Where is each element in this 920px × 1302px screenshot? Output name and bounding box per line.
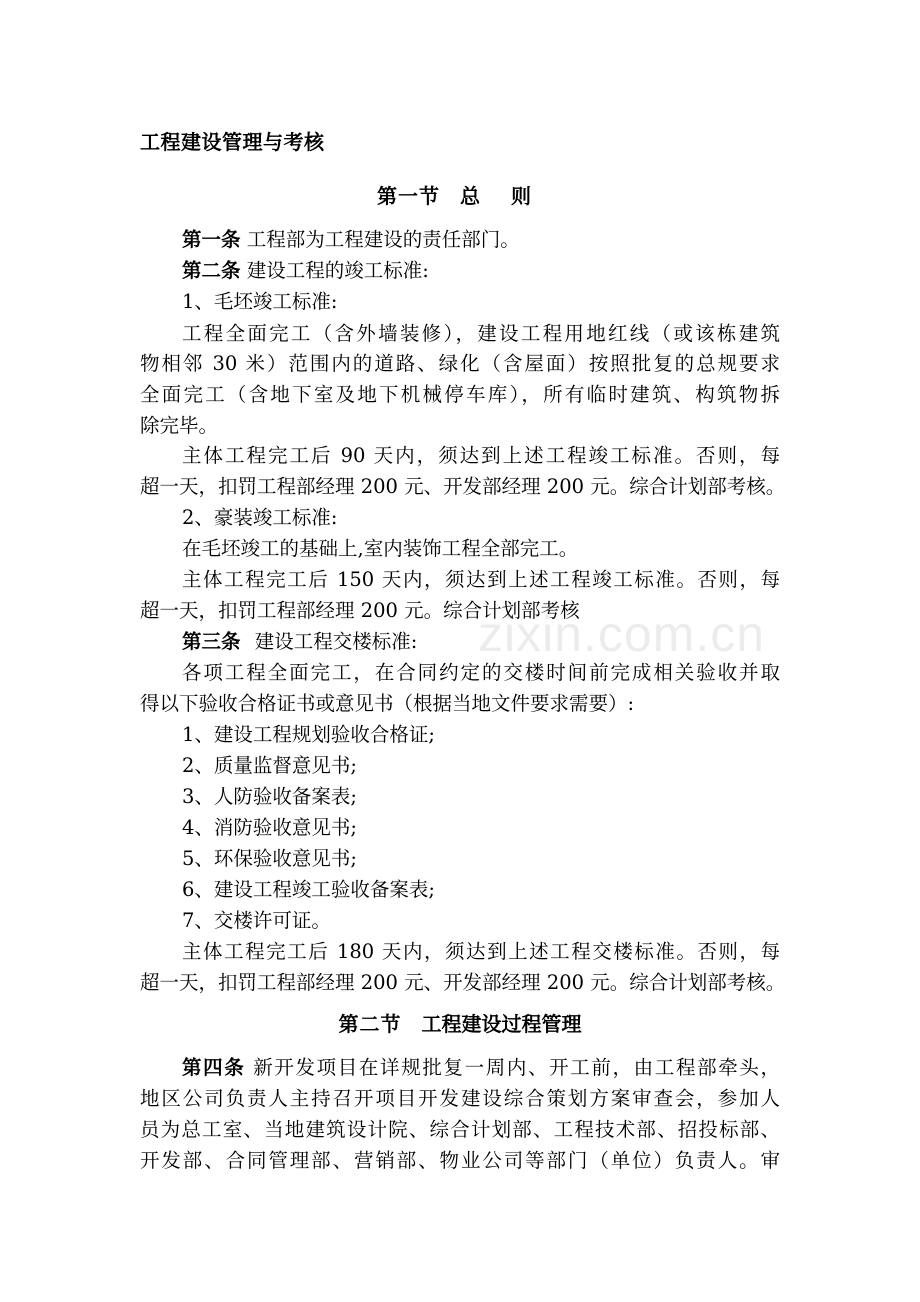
section-name: 工程建设过程管理 (421, 1012, 582, 1036)
article-label: 第三条 (182, 630, 241, 653)
document-title: 工程建设管理与考核 (140, 130, 325, 154)
list-item: 2、质量监督意见书; (182, 754, 357, 777)
section-heading-1 (0, 181, 920, 211)
list-item: 5、环保验收意见书; (182, 847, 357, 870)
paragraph-line: 工程全面完工（含外墙装修），建设工程用地红线（或该栋建筑 (182, 322, 780, 345)
list-item: 3、人防验收备案表; (182, 785, 357, 808)
standard-title: 1、毛坯竣工标准: (182, 290, 338, 313)
paragraph-line: 除完毕。 (140, 414, 219, 437)
article-text: 工程部为工程建设的责任部门。 (246, 228, 520, 251)
list-item: 6、建设工程竣工验收备案表; (182, 878, 435, 901)
standard-title: 2、豪装竣工标准: (182, 506, 338, 529)
article-label: 第四条 (182, 1056, 246, 1079)
article-text: 建设工程的竣工标准: (246, 259, 429, 282)
article-1 (182, 224, 520, 255)
article-2 (182, 255, 429, 286)
section-heading-2 (0, 1009, 920, 1039)
article-text: 建设工程交楼标准: (254, 630, 418, 653)
list-item: 7、交楼许可证。 (182, 909, 331, 932)
paragraph-line: 超一天，扣罚工程部经理 200 元。综合计划部考核 (140, 599, 580, 622)
section-number: 第一节 (377, 184, 441, 208)
paragraph-line: 超一天，扣罚工程部经理 200 元、开发部经理 200 元。综合计划部考核。 (140, 475, 786, 498)
paragraph-line: 员为总工室、当地建筑设计院、综合计划部、工程技术部、招投标部、 (140, 1118, 780, 1141)
article-label: 第二条 (182, 259, 241, 282)
section-number: 第二节 (338, 1012, 402, 1036)
paragraph-line: 开发部、合同管理部、营销部、物业公司等部门（单位）负责人。审 (140, 1149, 780, 1172)
paragraph-line: 超一天，扣罚工程部经理 200 元、开发部经理 200 元。综合计划部考核。 (140, 971, 786, 994)
article-text: 新开发项目在详规批复一周内、开工前，由工程部牵头， (253, 1056, 780, 1079)
paragraph-line: 在毛坯竣工的基础上,室内装饰工程全部完工。 (182, 537, 579, 560)
paragraph-line: 各项工程全面完工，在合同约定的交楼时间前完成相关验收并取 (182, 661, 780, 684)
paragraph-line: 主体工程完工后 150 天内，须达到上述工程竣工标准。否则，每 (182, 568, 780, 591)
watermark: zixin.com.cn (478, 606, 766, 662)
paragraph-line: 主体工程完工后 180 天内，须达到上述工程交楼标准。否则，每 (182, 940, 780, 963)
list-item: 1、建设工程规划验收合格证; (182, 723, 435, 746)
article-4 (182, 1052, 780, 1083)
list-item: 4、消防验收意见书; (182, 816, 357, 839)
paragraph-line: 物相邻 30 米）范围内的道路、绿化（含屋面）按照批复的总规要求 (140, 352, 780, 375)
article-label: 第一条 (182, 228, 241, 251)
paragraph-line: 主体工程完工后 90 天内，须达到上述工程竣工标准。否则，每 (182, 444, 780, 467)
paragraph-line: 全面完工（含地下室及地下机械停车库），所有临时建筑、构筑物拆 (140, 383, 780, 406)
paragraph-line: 得以下验收合格证书或意见书（根据当地文件要求需要）: (140, 692, 635, 715)
article-3 (182, 626, 417, 657)
section-name: 总 则 (460, 184, 543, 208)
paragraph-line: 地区公司负责人主持召开项目开发建设综合策划方案审查会，参加人 (140, 1087, 780, 1110)
